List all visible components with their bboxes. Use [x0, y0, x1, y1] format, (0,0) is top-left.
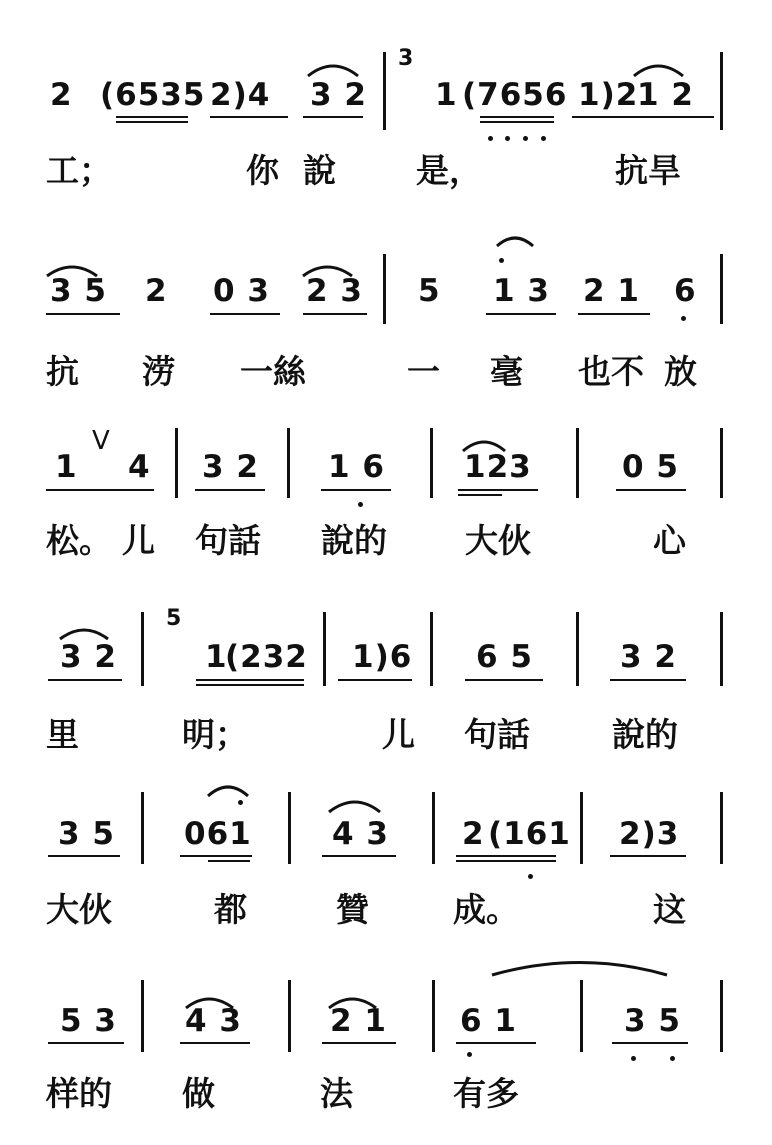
underline: [48, 679, 122, 681]
underline: [610, 855, 686, 857]
underline: [612, 1042, 688, 1044]
barline: [432, 980, 435, 1052]
underline: [208, 860, 250, 862]
lower-octave-dot: [541, 136, 546, 141]
lyric: 也不: [578, 352, 644, 391]
barline: [323, 612, 326, 686]
note: 6: [674, 273, 697, 309]
underline: [321, 489, 391, 491]
barline: [720, 612, 723, 686]
underline: [322, 1042, 396, 1044]
grace-note: 3: [398, 46, 414, 71]
underline: [48, 855, 120, 857]
lyric: 心: [653, 521, 686, 560]
lyric: 都: [214, 890, 247, 929]
barline: [383, 254, 386, 324]
barline: [141, 792, 144, 864]
lower-octave-dot: [670, 1056, 675, 1061]
note: 3 2: [620, 639, 677, 675]
barline: [576, 428, 579, 498]
lyric: 贊: [336, 890, 369, 929]
underline: [46, 313, 120, 315]
slur: [492, 963, 667, 976]
note: 2)4: [210, 77, 271, 113]
slur: [208, 787, 248, 796]
grace-note: 5: [166, 606, 182, 631]
note: 6 5: [476, 639, 533, 675]
barline: [720, 52, 723, 130]
note: 3 5: [624, 1003, 681, 1039]
lyric: 毫: [490, 352, 523, 391]
lyric: 样的: [46, 1074, 112, 1113]
barline: [288, 980, 291, 1052]
underline: [458, 494, 502, 496]
lyric: 有多: [453, 1074, 519, 1113]
note: 0 5: [622, 449, 679, 485]
underline: [180, 855, 252, 857]
note: 4 3: [185, 1003, 242, 1039]
lyric: 說: [303, 151, 336, 190]
breath-mark: V: [92, 426, 110, 456]
lyric: 儿: [382, 715, 415, 754]
barline: [576, 612, 579, 686]
lyric: 句話: [195, 521, 261, 560]
lyric: 放: [664, 352, 697, 391]
lower-octave-dot: [528, 874, 533, 879]
lyric: 成。: [453, 890, 519, 929]
note: (161: [488, 816, 571, 852]
note: 1 3: [493, 273, 550, 309]
underline: [480, 121, 554, 123]
lower-octave-dot: [631, 1056, 636, 1061]
underline: [195, 489, 265, 491]
lyric: 明；: [182, 715, 248, 754]
note: 1: [435, 77, 458, 113]
underline: [210, 116, 288, 118]
underline: [610, 679, 686, 681]
note: 123: [464, 449, 532, 485]
barline: [430, 612, 433, 686]
barline: [720, 792, 723, 864]
note: 1 2: [637, 77, 694, 113]
note: 3 2: [202, 449, 259, 485]
slur: [329, 802, 380, 812]
lyric: 大伙: [46, 890, 112, 929]
lyric: 里: [46, 715, 79, 754]
lower-octave-dot: [467, 1052, 472, 1057]
note: 4: [128, 449, 151, 485]
barline: [432, 792, 435, 864]
slur: [308, 66, 358, 76]
note: (6535: [100, 77, 206, 113]
lyric: 句話: [464, 715, 530, 754]
barline: [175, 428, 178, 498]
note: 1 6: [328, 449, 385, 485]
note: 2 3: [306, 273, 363, 309]
lyric: 抗旱: [615, 151, 681, 190]
underline: [303, 313, 367, 315]
underline: [180, 1042, 250, 1044]
underline: [303, 116, 363, 118]
note: (7656: [462, 77, 568, 113]
lyric: 涝: [142, 352, 175, 391]
lower-octave-dot: [505, 136, 510, 141]
underline: [322, 855, 396, 857]
underline: [46, 489, 154, 491]
note: 1: [55, 449, 78, 485]
lyric: 抗: [46, 352, 79, 391]
lower-octave-dot: [681, 316, 686, 321]
underline: [48, 1042, 124, 1044]
note: 1)2: [578, 77, 639, 113]
barline: [430, 428, 433, 498]
underline: [572, 116, 638, 118]
lower-octave-dot: [523, 136, 528, 141]
lyric: 工；: [46, 151, 112, 190]
barline: [580, 792, 583, 864]
barline: [720, 980, 723, 1052]
note: 4 3: [332, 816, 389, 852]
lyric: 說的: [612, 715, 678, 754]
note: 2 1: [583, 273, 640, 309]
slur: [497, 238, 533, 246]
lyric: 你: [246, 151, 279, 190]
underline: [196, 684, 304, 686]
underline: [465, 679, 543, 681]
underline: [634, 116, 714, 118]
note: 2 1: [330, 1003, 387, 1039]
lyric: 松。: [46, 521, 112, 560]
note: 5: [418, 273, 441, 309]
lyric: 一絲: [240, 352, 306, 391]
note: 5 3: [60, 1003, 117, 1039]
lyric: 說的: [321, 521, 387, 560]
lyric: 是，: [416, 151, 482, 190]
note: 3 5: [50, 273, 107, 309]
lyric: 儿: [122, 521, 155, 560]
underline: [338, 679, 412, 681]
note: 0 3: [213, 273, 270, 309]
barline: [141, 980, 144, 1052]
note: 1: [205, 639, 228, 675]
note: 2: [462, 816, 485, 852]
note: (232: [225, 639, 308, 675]
underline: [616, 489, 686, 491]
slur: [60, 630, 108, 639]
barline: [287, 428, 290, 498]
note: 3 5: [58, 816, 115, 852]
underline: [116, 121, 188, 123]
note: 2)3: [619, 816, 680, 852]
upper-octave-dot: [238, 800, 243, 805]
upper-octave-dot: [499, 258, 504, 263]
barline: [288, 792, 291, 864]
lower-octave-dot: [488, 136, 493, 141]
barline: [720, 254, 723, 324]
lyric: 一: [407, 352, 440, 391]
note: 1)6: [352, 639, 413, 675]
barline: [720, 428, 723, 498]
underline: [196, 679, 304, 681]
slur: [634, 66, 683, 76]
underline: [456, 855, 556, 857]
note: 2: [50, 77, 73, 113]
lyric: 法: [320, 1074, 353, 1113]
underline: [458, 489, 538, 491]
underline: [116, 116, 188, 118]
underline: [486, 313, 556, 315]
underline: [578, 313, 650, 315]
underline: [480, 116, 554, 118]
note: 061: [184, 816, 252, 852]
underline: [210, 313, 280, 315]
underline: [456, 1042, 536, 1044]
barline: [141, 612, 144, 686]
barline: [580, 980, 583, 1052]
note: 3 2: [60, 639, 117, 675]
note: 6 1: [460, 1003, 517, 1039]
note: 3 2: [310, 77, 367, 113]
barline: [383, 52, 386, 130]
lower-octave-dot: [358, 502, 363, 507]
underline: [456, 860, 556, 862]
lyric: 这: [653, 890, 686, 929]
note: 2: [145, 273, 168, 309]
lyric: 大伙: [465, 521, 531, 560]
lyric: 做: [182, 1074, 215, 1113]
